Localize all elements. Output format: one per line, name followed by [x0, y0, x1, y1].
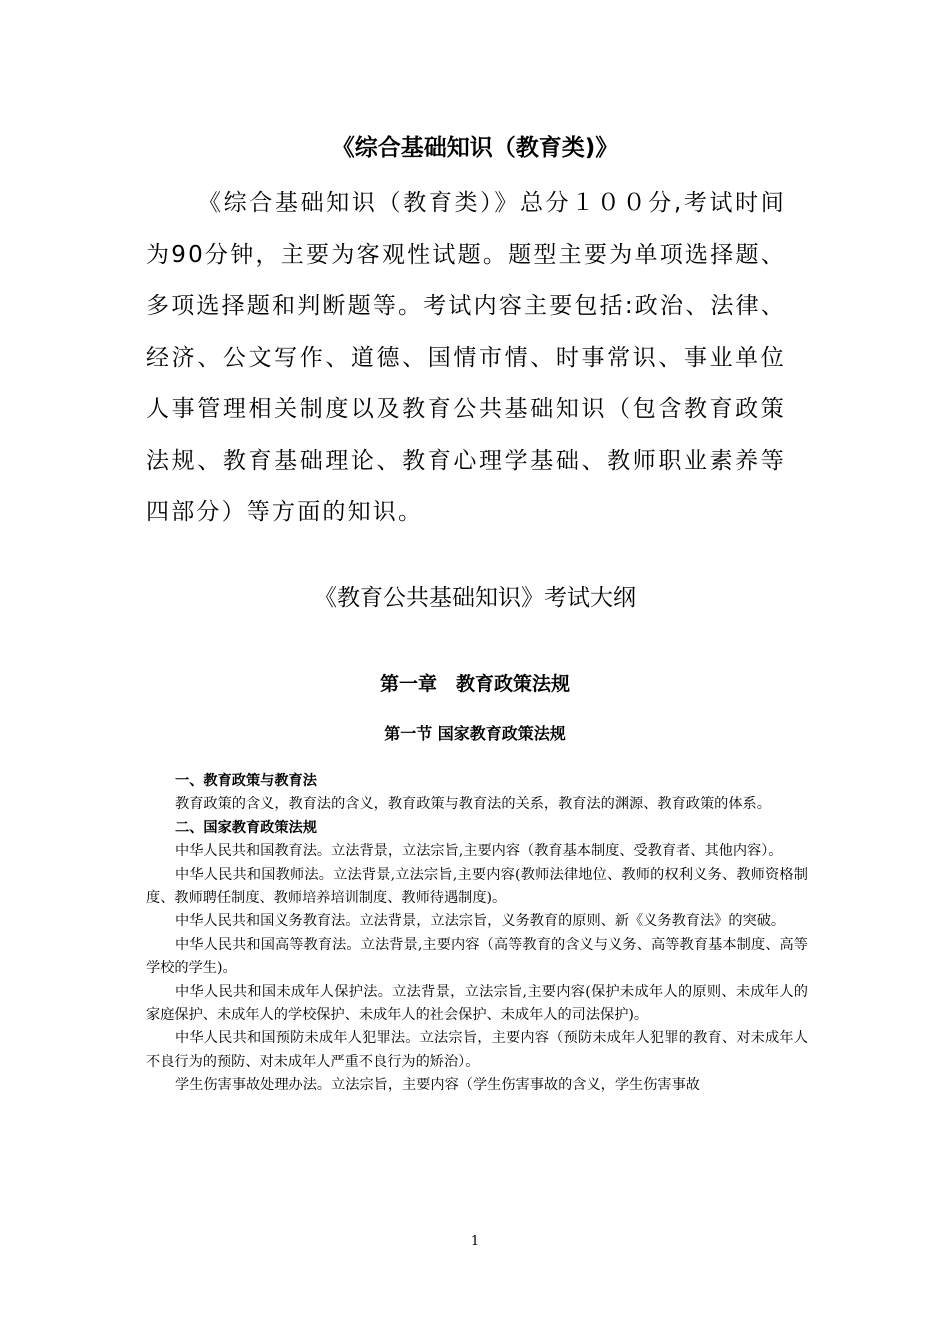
chapter-heading: 第一章 教育政策法规	[379, 673, 570, 695]
outline-title: 《教育公共基础知识》考试大纲	[314, 585, 636, 611]
section-heading: 第一节 国家教育政策法规	[384, 724, 566, 743]
paragraph: 中华人民共和国预防未成年人犯罪法。立法宗旨，主要内容（预防未成年人犯罪的教育、对未成年人不良行为的预防、对未成年人严重不良行为的矫治）。	[146, 1030, 808, 1070]
intro-paragraph: 《综合基础知识（教育类）》总分１００分,考试时间为90分钟，主要为客观性试题。题型主要为单项选择题、多项选择题和判断题等。考试内容主要包括:政治、法律、经济、公文写作、道德、国情市情、时事常识、事业单位人事管理相关制度以及教育公共基础知识（包含教育政策法规、教育基础理论、教育心理学基础、教师职业素养等四部分）等方面的知识。	[146, 190, 786, 525]
paragraph: 中华人民共和国义务教育法。立法背景，立法宗旨，义务教育的原则、新《义务教育法》的突破。	[175, 913, 786, 930]
paragraph: 中华人民共和国未成年人保护法。立法背景，立法宗旨,主要内容(保护未成年人的原则、未成年人的家庭保护、未成年人的学校保护、未成年人的社会保护、未成年人的司法保护)。	[146, 983, 808, 1024]
page-number: 1	[470, 1234, 480, 1249]
document-title: 《综合基础知识（教育类)》	[331, 135, 619, 161]
paragraph: 教育政策的含义，教育法的含义，教育政策与教育法的关系，教育法的渊源、教育政策的体系。	[175, 796, 771, 813]
subheading-1: 一、教育政策与教育法	[175, 773, 317, 789]
outline-body	[146, 770, 808, 1098]
paragraph: 中华人民共和国教育法。立法背景，立法宗旨,主要内容（教育基本制度、受教育者、其他内容）。	[175, 843, 783, 860]
paragraph: 中华人民共和国教师法。立法背景,立法宗旨,主要内容(教师法律地位、教师的权利义务、教师资格制度、教师聘任制度、教师培养培训制度、教师待遇制度)。	[146, 866, 808, 907]
paragraph: 学生伤害事故处理办法。立法宗旨，主要内容（学生伤害事故的含义，学生伤害事故	[175, 1077, 700, 1094]
subheading-2: 二、国家教育政策法规	[175, 819, 317, 836]
paragraph: 中华人民共和国高等教育法。立法背景,主要内容（高等教育的含义与义务、高等教育基本制度、高等学校的学生)。	[146, 936, 808, 977]
